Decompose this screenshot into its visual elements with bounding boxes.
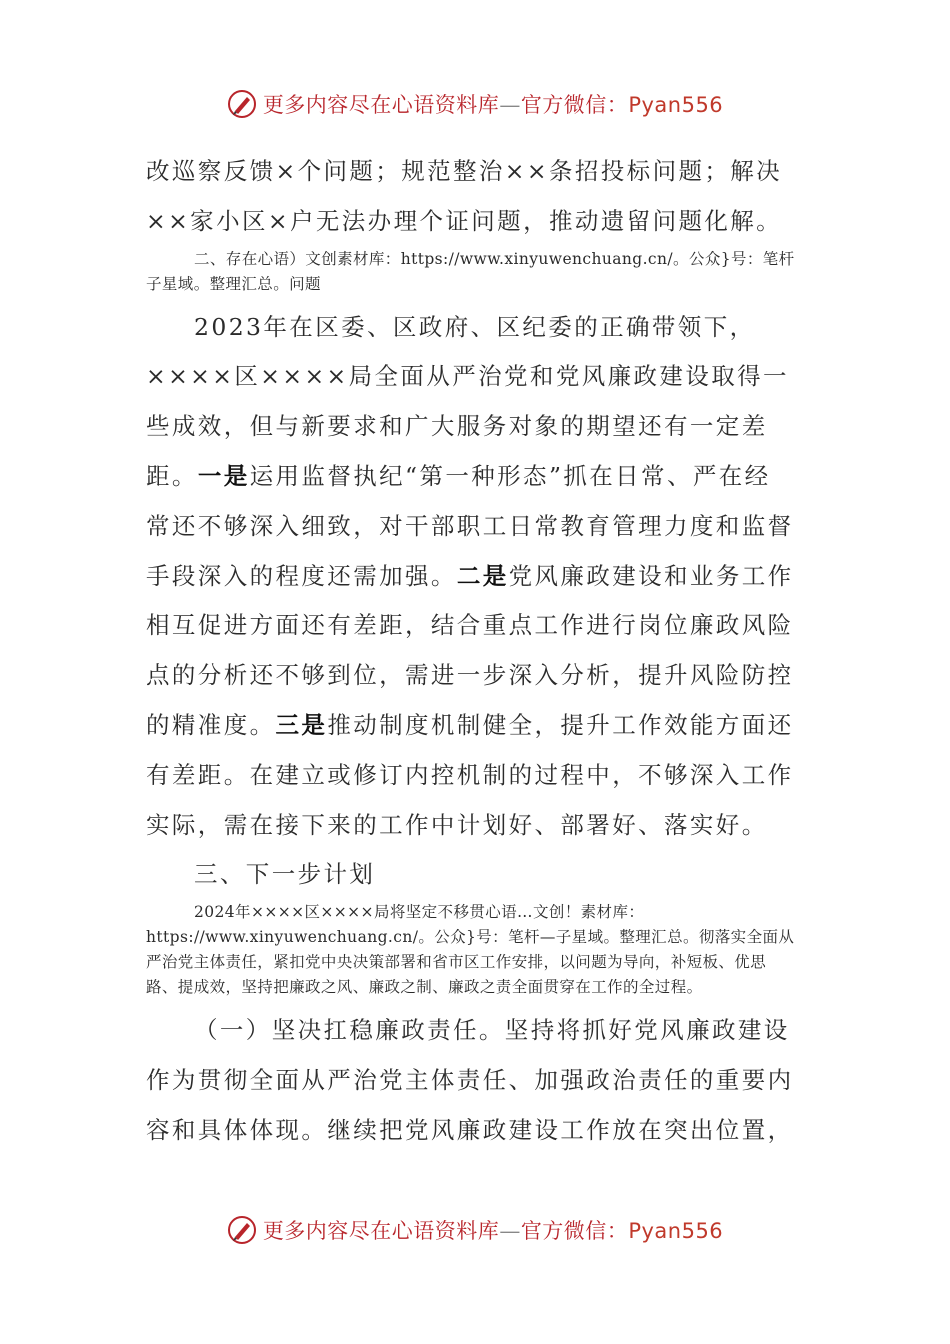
- banner-text: [263, 1215, 723, 1245]
- pen-logo-icon: [227, 1215, 257, 1245]
- paragraph-problems: [146, 303, 796, 851]
- paragraph-1: 改巡察反馈×个问题；规范整治××条招投标问题；解决××家小区×户无法办理个证问题，推动遗留问题化解。: [146, 157, 783, 235]
- footer-banner: [0, 1208, 950, 1252]
- banner-main: 更多内容尽在心语资料库: [262, 1219, 500, 1243]
- section-heading-3: 三、下一步计划: [194, 860, 376, 889]
- banner-official: 官方微信：: [520, 1219, 629, 1243]
- banner-main: 更多内容尽在心语资料库: [262, 93, 500, 117]
- banner-text: [263, 89, 723, 119]
- paragraph-4: （一）坚决扛稳廉政责任。坚持将抓好党风廉政建设作为贯彻全面从严治党主体责任、加强政治责任的重要内容和具体体现。继续把党风廉政建设工作放在突出位置，: [146, 1016, 794, 1144]
- point-2-label: 二是: [456, 561, 509, 590]
- paragraph-problems-intro: 2023年在区委、区政府、区纪委的正确带领下，××××区××××局全面从严治党和党风廉政建设取得一些成效，但与新要求和广大服务对象的期望还有一定差距。: [146, 312, 789, 490]
- header-banner: [0, 82, 950, 126]
- watermark-paragraph-2: 2024年××××区××××局将坚定不移贯心语…文创！素材库：https://www.xinyuwenchuang.cn/。公众}号：笔杆—子星域。整理汇总。彻落实全面从严治党主体责任，紧扣党中央决策部署和省市区工作安排，以问题为导向，补短板、优思路、提成效，坚持把廉政之风、廉政之制、廉政之责全面贯穿在工作的全过程。: [146, 903, 795, 997]
- banner-wechat-id: Pyan556: [628, 93, 724, 117]
- point-3-label: 三是: [275, 710, 328, 739]
- point-1-text: 运用监督执纪“第一种形态”抓在日常、严在经常还不够深入细致，对干部职工日常教育管理力度和监督手段深入的程度还需加强。: [146, 461, 794, 590]
- point-2-text: 党风廉政建设和业务工作相互促进方面还有差距，结合重点工作进行岗位廉政风险点的分析还不够到位，需进一步深入分析，提升风险防控的精准度。: [146, 561, 794, 739]
- document-body: [146, 147, 796, 1156]
- banner-official: 官方微信：: [520, 93, 629, 117]
- point-1-label: 一是: [197, 461, 250, 490]
- banner-dash: —: [499, 93, 521, 117]
- point-3-text: 推动制度机制健全，提升工作效能方面还有差距。在建立或修订内控机制的过程中，不够深入工作实际，需在接下来的工作中计划好、部署好、落实好。: [146, 710, 794, 839]
- banner-dash: —: [499, 1219, 521, 1243]
- banner-wechat-id: Pyan556: [628, 1219, 724, 1243]
- watermark-line-1: 二、存在心语）文创素材库：https://www.xinyuwenchuang.cn/。公众}号：笔杆子星域。整理汇总。问题: [146, 249, 795, 293]
- pen-logo-icon: [227, 89, 257, 119]
